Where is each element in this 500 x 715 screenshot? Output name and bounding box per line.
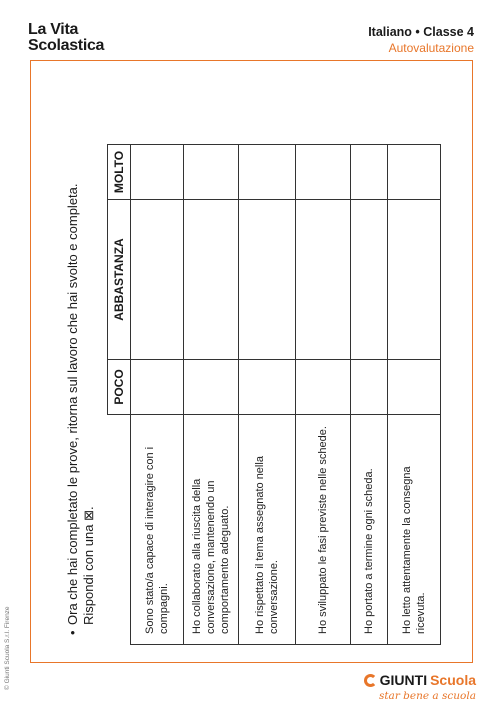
instruction-line-2: Rispondi con una ⊠. bbox=[81, 506, 96, 625]
table-row bbox=[184, 145, 239, 645]
brand-line-1: La Vita bbox=[28, 21, 79, 38]
statement-cell: Ho portato a termine ogni scheda. bbox=[351, 415, 388, 645]
publisher-name-part2: Scuola bbox=[430, 672, 476, 688]
checkbox-abbastanza[interactable] bbox=[184, 200, 239, 360]
rotated-content bbox=[37, 85, 449, 645]
brand-logo bbox=[28, 22, 104, 54]
checkbox-molto[interactable] bbox=[184, 145, 239, 200]
instruction bbox=[65, 110, 97, 635]
checkbox-molto[interactable] bbox=[351, 145, 388, 200]
table-row bbox=[239, 145, 296, 645]
publisher-name bbox=[364, 672, 476, 688]
g-logo-icon bbox=[364, 674, 377, 687]
instruction-line-1 bbox=[65, 110, 81, 635]
table-header-row bbox=[108, 145, 131, 645]
table-row bbox=[351, 145, 388, 645]
bullet-icon: • bbox=[65, 630, 80, 635]
header-blank bbox=[108, 415, 131, 645]
statement-cell: Ho collaborato alla riuscita della conversazione, mantenendo un comportamento adeguato. bbox=[184, 415, 239, 645]
checkbox-poco[interactable] bbox=[131, 360, 184, 415]
checkbox-poco[interactable] bbox=[239, 360, 296, 415]
publisher-logo bbox=[364, 672, 476, 702]
checkbox-poco[interactable] bbox=[351, 360, 388, 415]
checkbox-abbastanza[interactable] bbox=[388, 200, 441, 360]
checkbox-abbastanza[interactable] bbox=[131, 200, 184, 360]
checkbox-molto[interactable] bbox=[131, 145, 184, 200]
checkbox-poco[interactable] bbox=[184, 360, 239, 415]
column-header-abbastanza: ABBASTANZA bbox=[108, 200, 131, 360]
checkbox-poco[interactable] bbox=[388, 360, 441, 415]
subject-class: Italiano • Classe 4 bbox=[368, 25, 474, 39]
checkbox-poco[interactable] bbox=[296, 360, 351, 415]
table-row bbox=[296, 145, 351, 645]
copyright-notice: © Giunti Scuola S.r.l. Firenze bbox=[4, 606, 11, 690]
publisher-tagline: star bene a scuola bbox=[378, 690, 476, 702]
table-row bbox=[388, 145, 441, 645]
self-assessment-table bbox=[107, 144, 441, 645]
instruction-text-1: Ora che hai completato le prove, ritorna sul lavoro che hai svolto e completa. bbox=[65, 183, 80, 625]
checkbox-molto[interactable] bbox=[239, 145, 296, 200]
checkbox-molto[interactable] bbox=[296, 145, 351, 200]
checkbox-molto[interactable] bbox=[388, 145, 441, 200]
statement-cell: Sono stato/a capace di interagire con i compagni. bbox=[131, 415, 184, 645]
checkbox-abbastanza[interactable] bbox=[351, 200, 388, 360]
statement-cell: Ho rispettato il tema assegnato nella conversazione. bbox=[239, 415, 296, 645]
table-row bbox=[131, 145, 184, 645]
column-header-poco: POCO bbox=[108, 360, 131, 415]
section-title: Autovalutazione bbox=[388, 41, 474, 55]
statement-cell: Ho sviluppato le fasi previste nelle schede. bbox=[296, 415, 351, 645]
checkbox-abbastanza[interactable] bbox=[296, 200, 351, 360]
statement-cell: Ho letto attentamente la consegna ricevuta. bbox=[388, 415, 441, 645]
checkbox-abbastanza[interactable] bbox=[239, 200, 296, 360]
header-info bbox=[368, 25, 474, 55]
brand-line-2: Scolastica bbox=[28, 37, 105, 54]
publisher-name-part1: GIUNTI bbox=[379, 672, 428, 688]
column-header-molto: MOLTO bbox=[108, 145, 131, 200]
